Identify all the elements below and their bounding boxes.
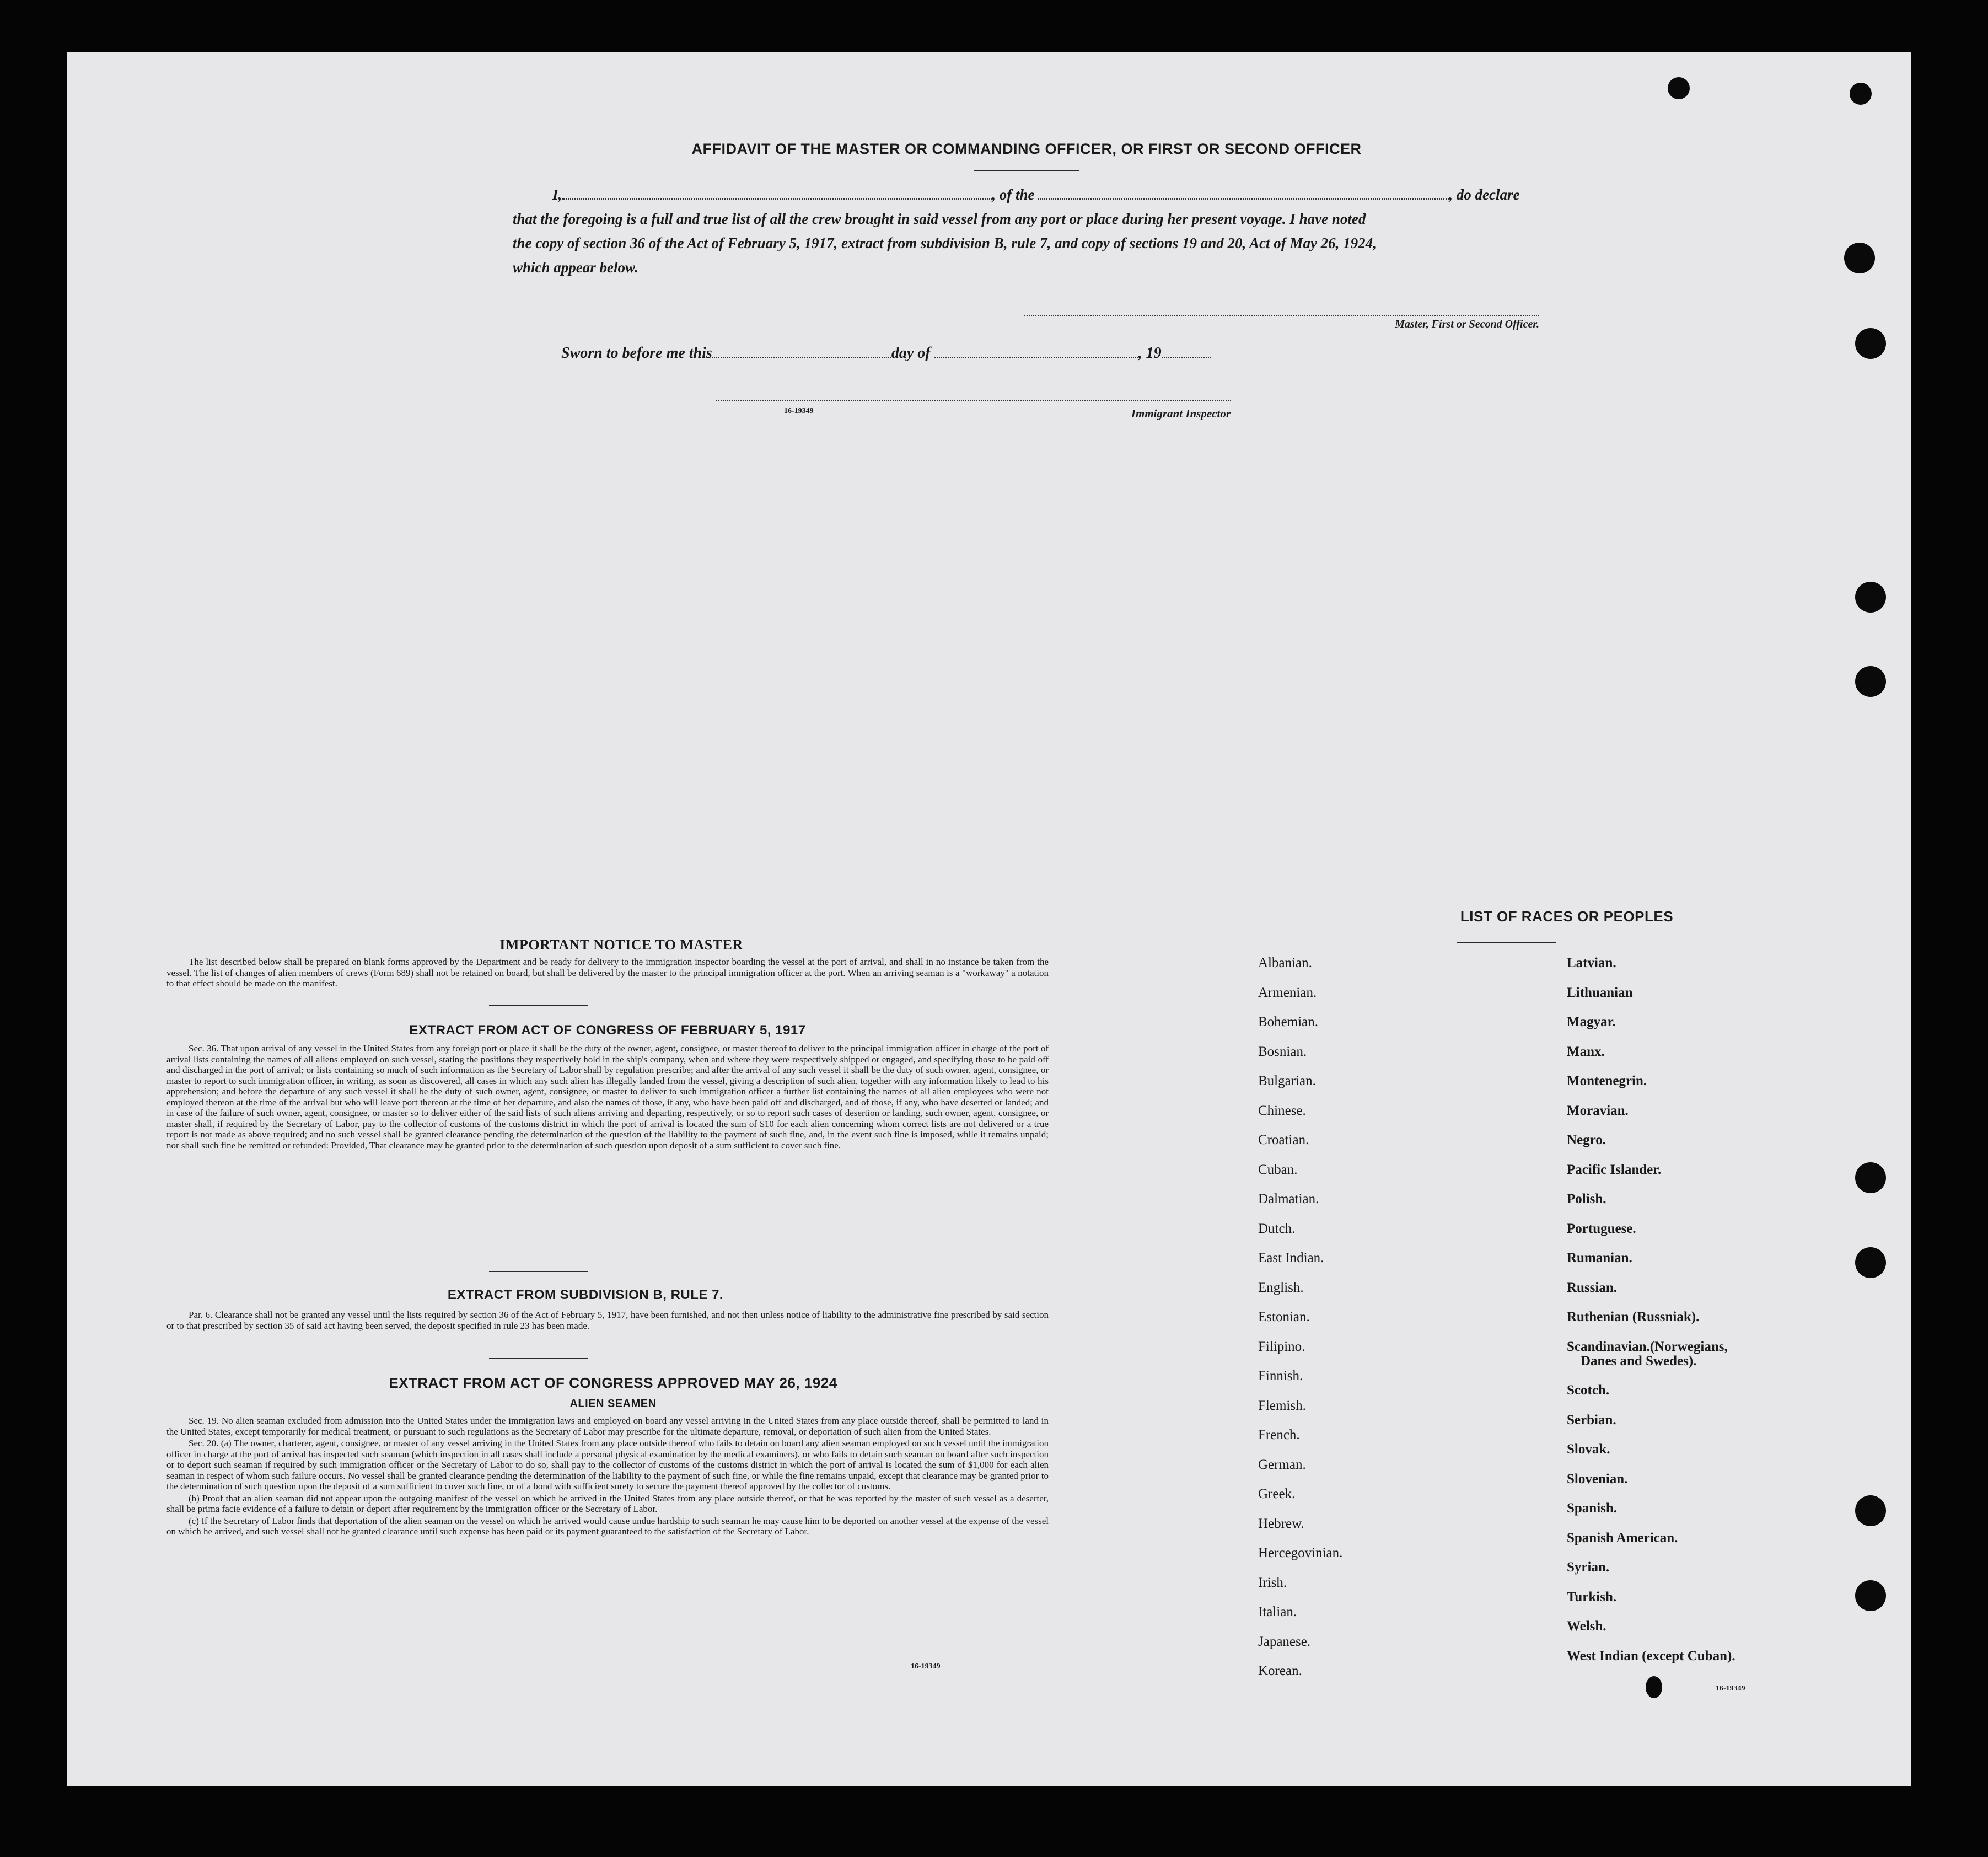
race-item: Japanese.	[1258, 1634, 1311, 1649]
race-item: Manx.	[1567, 1044, 1605, 1059]
race-item: Hebrew.	[1258, 1516, 1304, 1531]
binder-hole	[1646, 1676, 1662, 1698]
do-declare-label: , do declare	[1449, 186, 1520, 203]
affidavit-title: AFFIDAVIT OF THE MASTER OR COMMANDING OFFICER, OR FIRST OR SECOND OFFICER	[691, 141, 1362, 157]
race-item: Portuguese.	[1567, 1221, 1636, 1236]
race-item: Ruthenian (Russniak).	[1567, 1309, 1700, 1324]
race-item: Dalmatian.	[1258, 1192, 1319, 1206]
binder-hole	[1855, 1247, 1886, 1278]
sec-20c: (c) If the Secretary of Labor finds that deportation of the alien seaman on the vessel on which he arrived would cause undue hardship to such seaman he may cause him to be deported on another vessel at the expense of the vessel on which he arrived, and such vessel shall not be granted clearance until such expense has been paid or its payment guaranteed to the satisfaction of the Secretary of Labor.	[166, 1515, 1049, 1537]
vessel-blank	[1038, 198, 1449, 200]
race-item: French.	[1258, 1427, 1300, 1442]
race-item: Spanish American.	[1567, 1530, 1678, 1545]
race-item: Bulgarian.	[1258, 1074, 1316, 1088]
binder-hole	[1855, 582, 1886, 613]
race-item: German.	[1258, 1457, 1306, 1472]
race-item: Slovenian.	[1567, 1471, 1628, 1486]
affidavit-line-2: that the foregoing is a full and true list of all the crew brought in said vessel from any port or place during her present voyage. I have noted	[513, 211, 1366, 227]
race-item: Armenian.	[1258, 985, 1317, 1000]
race-item: Polish.	[1567, 1192, 1606, 1206]
race-item: Danes and Swedes).	[1581, 1353, 1697, 1368]
race-item: Magyar.	[1567, 1015, 1616, 1029]
race-item: Korean.	[1258, 1663, 1302, 1678]
race-item: Moravian.	[1567, 1103, 1629, 1118]
race-item: Scotch.	[1567, 1383, 1610, 1398]
race-item: Cuban.	[1258, 1162, 1298, 1177]
binder-hole	[1850, 83, 1872, 105]
extract-1917-title: EXTRACT FROM ACT OF CONGRESS OF FEBRUARY 5, 1917	[409, 1023, 806, 1038]
race-item: Turkish.	[1567, 1589, 1617, 1604]
race-item: Filipino.	[1258, 1339, 1305, 1354]
race-item: Hercegovinian.	[1258, 1545, 1343, 1560]
race-item: West Indian (except Cuban).	[1567, 1648, 1736, 1663]
notice-divider	[489, 1005, 588, 1006]
race-item: Estonian.	[1258, 1309, 1310, 1324]
extract-1924-body	[166, 1415, 1049, 1538]
races-title: LIST OF RACES OR PEOPLES	[1460, 908, 1674, 925]
year-label: , 19	[1138, 345, 1162, 362]
binder-hole	[1855, 666, 1886, 697]
race-item: Spanish.	[1567, 1501, 1618, 1516]
race-item: Greek.	[1258, 1486, 1296, 1501]
race-item: Finnish.	[1258, 1368, 1303, 1383]
extract-1924-title: EXTRACT FROM ACT OF CONGRESS APPROVED MAY 26, 1924	[389, 1375, 837, 1391]
extract-1917-body: Sec. 36. That upon arrival of any vessel in the United States from any foreign port or place it shall be the duty of the owner, agent, consignee, or master thereof to deliver to the principal immigration officer in charge of the port of arrival lists containing the names of all aliens employed on such vessel, stating the positions they respectively hold in the ship's company, when and where they were respectively shipped or engaged, and specifying those to be paid off and discharged in the port of arrival; or lists containing so much of such information as the Secretary of Labor shall by regulation prescribe; and after the arrival of any such vessel it shall be the duty of such owner, agent, consignee, or master to report to such immigration officer, in writing, as soon as discovered, all cases in which any such alien has illegally landed from the vessel, giving a description of such alien, together with any information likely to lead to his apprehension; and before the departure of any such vessel it shall be the duty of such owner, agent, consignee, or master to deliver to such immigration officer a further list containing the names of all alien employees who were not employed thereon at the time of the arrival but who will leave port thereon at the time of her departure, and also the names of those, if any, who have been paid off and discharged, and of those, if any, who have deserted or landed; and in case of the failure of such owner, agent, consignee, or master so to deliver either of the said lists of such aliens arriving and departing, respectively, or so to report such cases of desertion or landing, such owner, agent, consignee, or master shall, if required by the Secretary of Labor, pay to the collector of customs of the customs district in which the port of arrival is located the sum of $10 for each alien concerning whom correct lists are not delivered or a true report is not made as above required; and no such vessel shall be granted clearance pending the determination of the question of the liability to the payment of such fine, and, in the event such fine is imposed, while it remains unpaid; nor shall such fine be remitted or refunded: Provided, That clearance may be granted prior to the determination of such question upon deposit of a sum sufficient to cover such fine.	[166, 1043, 1049, 1151]
of-the-label: , of the	[992, 186, 1035, 203]
sec-20a: Sec. 20. (a) The owner, charterer, agent, consignee, or master of any vessel arriving in the United States from any place outside thereof who fails to detain on board any alien seaman employed on such vessel until the immigration officer in charge at the port of arrival has inspected such seaman (which inspection in all cases shall include a personal physical examination by the medical examiners), or who fails to detain such seaman on board after such inspection or to deport such seaman if required by such immigration officer or the Secretary of Labor to do so, shall pay to the collector of customs of the customs district in which the port of arrival is located the sum of $1,000 for each alien seaman in respect of whom such failure occurs. No vessel shall be granted clearance pending the determination of the liability to the payment of such fine, or while the fine remains unpaid, except that clearance may be granted prior to the determination of such question upon the deposit of a sum sufficient to cover such fine, or of a bond with sufficient surety to secure the payment thereof approved by the collector of customs.	[166, 1438, 1049, 1491]
master-signature-line	[1024, 315, 1539, 316]
notice-body: The list described below shall be prepared on blank forms approved by the Department and be ready for delivery to the immigration inspector boarding the vessel at the port of arrival, and shall in no instance be taken from the vessel. The list of changes of alien members of crews (Form 689) shall not be retained on board, but shall be delivered by the master to the principal immigration officer at the port. When an arriving seaman is a "workaway" a notation to that effect should be made on the manifest.	[166, 957, 1049, 989]
race-item: Negro.	[1567, 1133, 1606, 1147]
document-page	[67, 52, 1911, 1786]
race-item: Dutch.	[1258, 1221, 1296, 1236]
race-item: Montenegrin.	[1567, 1074, 1647, 1088]
race-item: English.	[1258, 1280, 1304, 1295]
inspector-signature-line	[716, 400, 1231, 401]
sworn-line	[561, 341, 1333, 366]
subdivision-b-title: EXTRACT FROM SUBDIVISION B, RULE 7.	[447, 1287, 724, 1302]
inspector-caption: Immigrant Inspector	[1131, 407, 1231, 420]
race-item: Russian.	[1567, 1280, 1618, 1295]
race-item: Irish.	[1258, 1575, 1287, 1590]
binder-hole	[1855, 328, 1886, 359]
race-item: Chinese.	[1258, 1103, 1306, 1118]
binder-hole	[1855, 1495, 1886, 1526]
race-item: Flemish.	[1258, 1398, 1306, 1413]
binder-hole	[1844, 243, 1875, 273]
race-item: Lithuanian	[1567, 985, 1633, 1000]
race-item: East Indian.	[1258, 1250, 1324, 1265]
affidavit-line-3: the copy of section 36 of the Act of February 5, 1917, extract from subdivision B, rule 7, and copy of sections 19 and 20, Act of May 26, 1924,	[513, 235, 1377, 251]
sec-19: Sec. 19. No alien seaman excluded from admission into the United States under the immigration laws and employed on board any vessel arriving in the United States from any place outside thereof, shall be permitted to land in the United States, except temporarily for medical treatment, or pursuant to such regulations as the Secretary of Labor may prescribe for the ultimate departure, removal, or deportation of such alien from the United States.	[166, 1415, 1049, 1437]
race-item: Italian.	[1258, 1604, 1297, 1619]
title-divider	[974, 170, 1079, 171]
races-form-number: 16-19349	[1716, 1684, 1745, 1693]
affidavit-line-1	[552, 183, 1611, 207]
race-item: Bohemian.	[1258, 1015, 1319, 1029]
race-item: Syrian.	[1567, 1560, 1610, 1575]
race-item: Latvian.	[1567, 956, 1616, 970]
binder-hole	[1668, 77, 1690, 99]
month-blank	[934, 357, 1138, 358]
day-of-label: day of	[891, 345, 931, 362]
subdivision-b-divider	[489, 1358, 588, 1359]
year-blank	[1162, 357, 1211, 358]
race-item: Welsh.	[1567, 1619, 1606, 1634]
alien-seamen-subtitle: ALIEN SEAMEN	[569, 1398, 657, 1410]
race-item: Pacific Islander.	[1567, 1162, 1662, 1177]
race-item: Serbian.	[1567, 1412, 1616, 1427]
races-divider	[1457, 942, 1556, 943]
binder-hole	[1855, 1162, 1886, 1193]
name-blank	[562, 198, 992, 200]
master-caption: Master, First or Second Officer.	[1395, 318, 1539, 330]
race-item: Croatian.	[1258, 1133, 1309, 1147]
affidavit-line-4: which appear below.	[513, 259, 638, 276]
race-item: Scandinavian.(Norwegians,	[1567, 1339, 1728, 1354]
race-item: Bosnian.	[1258, 1044, 1307, 1059]
i-label: I,	[552, 186, 562, 203]
sec-20b: (b) Proof that an alien seaman did not appear upon the outgoing manifest of the vessel on which he arrived in the United States from any place outside thereof, or that he was reported by the master of such vessel as a deserter, shall be prima facie evidence of a failure to detain or deport after requirement by the immigration officer or the Secretary of Labor.	[166, 1493, 1049, 1514]
race-item: Albanian.	[1258, 956, 1312, 970]
sworn-label: Sworn to before me this	[561, 345, 712, 362]
notice-title: IMPORTANT NOTICE TO MASTER	[499, 937, 743, 953]
day-blank	[712, 357, 891, 358]
race-item: Slovak.	[1567, 1442, 1610, 1457]
affidavit-form-number: 16-19349	[784, 407, 814, 415]
subdivision-b-body: Par. 6. Clearance shall not be granted any vessel until the lists required by section 36 of the Act of February 5, 1917, have been furnished, and not then unless notice of liability to the administrative fine prescribed by said section or to that prescribed by section 35 of said act having been served, the deposit specified in rule 23 has been made.	[166, 1309, 1049, 1331]
extract-1917-divider	[489, 1271, 588, 1272]
race-item: Rumanian.	[1567, 1250, 1632, 1265]
binder-hole	[1855, 1580, 1886, 1611]
extract-form-number: 16-19349	[911, 1662, 941, 1671]
